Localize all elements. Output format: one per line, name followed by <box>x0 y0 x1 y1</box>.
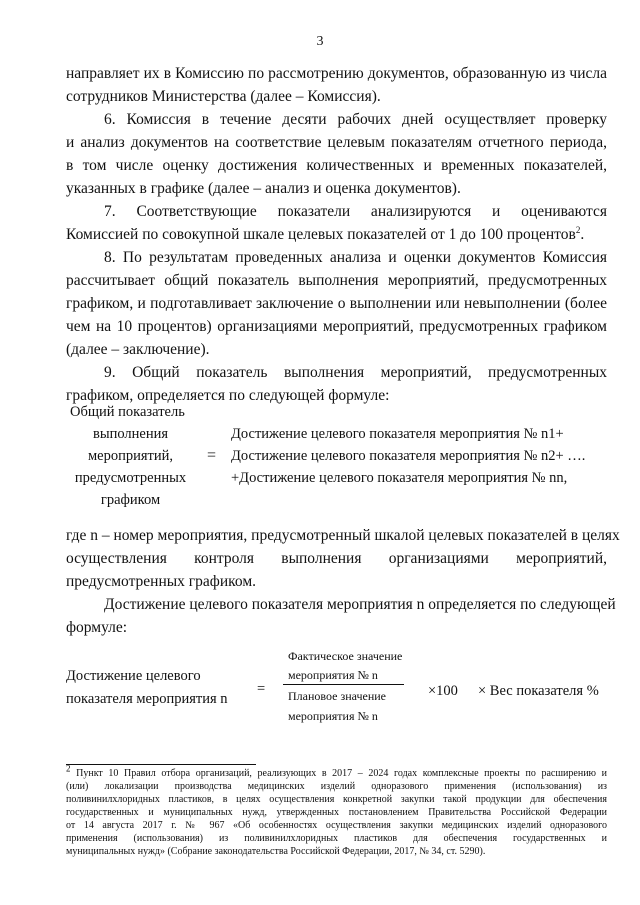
formula1-equals: = <box>207 447 217 464</box>
footnote-line: (или) локализации производства медицинских изделий одноразового применения (использования) из <box>66 781 607 792</box>
item-8-line: рассчитывает общий показатель выполнения мероприятий, предусмотренных <box>66 272 607 289</box>
paragraph-line: осуществления контроля выполнения организациями мероприятий, <box>66 550 607 567</box>
formula1-rhs: Достижение целевого показателя мероприятия № n1+ <box>231 426 564 442</box>
formula1-rhs: +Достижение целевого показателя мероприятия № nn, <box>231 470 568 486</box>
paragraph-line: направляет их в Комиссию по рассмотрению документов, образованную из числа <box>66 65 607 82</box>
formula2-lhs: показателя мероприятия n <box>66 691 228 707</box>
paragraph-line: формуле: <box>66 619 128 636</box>
formula2-equals: = <box>257 681 266 697</box>
footnote-line: государственных и муниципальных нужд, утвержденных постановлением Правительства Российской Федерации <box>66 807 607 818</box>
formula1-lhs: мероприятий, <box>87 448 174 464</box>
formula2-lhs: Достижение целевого <box>66 668 201 684</box>
item-8-line: графиком, и подготавливает заключение о выполнении или невыполнении (более <box>66 295 607 312</box>
paragraph-line: где n – номер мероприятия, предусмотренный шкалой целевых показателей в целях <box>66 527 620 544</box>
footnote-line: от 14 августа 2017 г. № 967 «Об особенностях осуществления закупки медицинских изделий одноразового <box>66 820 607 831</box>
item-6-line: в том числе оценку достижения количественных и временных показателей, <box>66 157 607 174</box>
formula1-lhs: графиком <box>100 492 161 508</box>
formula2-numerator: мероприятия № n <box>288 668 378 682</box>
formula1-lhs: предусмотренных <box>74 470 187 486</box>
item-7-line: Комиссией по совокупной шкале целевых показателей от 1 до 100 процентов$^2$. <box>66 224 585 243</box>
item-6-line: 6. Комиссия в течение десяти рабочих дней осуществляет проверку <box>104 111 607 128</box>
formula2-denominator: мероприятия № n <box>288 709 378 723</box>
paragraph-line: сотрудников Министерства (далее – Комиссия). <box>66 88 381 105</box>
formula2-denominator: Плановое значение <box>288 689 386 703</box>
footnote-line: $^2$ Пункт 10 Правил отбора организаций, реализующих в 2017 – 2024 годах комплексные проекты по расширению и <box>66 763 607 779</box>
page-number: 3 <box>316 34 324 49</box>
formula2-multiplier: ×100 <box>428 683 458 699</box>
item-8-line: чем на 10 процентов) организациями мероприятий, предусмотренных графиком <box>66 318 607 335</box>
footnote-ref[interactable]: 2 <box>575 224 581 235</box>
formula2-weight: × Вес показателя % <box>478 683 599 699</box>
item-8-line: 8. По результатам проведенных анализа и оценки документов Комиссия <box>104 249 607 266</box>
item-9-line: 9. Общий показатель выполнения мероприятий, предусмотренных <box>104 364 607 381</box>
footnote-separator <box>66 764 256 765</box>
item-8-line: (далее – заключение). <box>66 341 210 358</box>
footnote-line: применения (использования) из поливинилхлоридных пластиков для обеспечения государственных и <box>66 833 607 844</box>
item-6-line: указанных в графике (далее – анализ и оценка документов). <box>66 180 461 197</box>
formula1-lhs: Общий показатель <box>70 404 185 420</box>
formula2-numerator: Фактическое значение <box>288 649 403 663</box>
footnote-line: поливинилхлоридных пластиков, в целях осуществления конкретной закупки такой продукции для обеспечения <box>66 794 607 805</box>
footnote-line: муниципальных нужд» (Собрание законодательства Российской Федерации, 2017, № 34, ст. 5290). <box>66 846 486 857</box>
formula1-lhs: выполнения <box>92 426 169 442</box>
footnote-marker: 2 <box>66 763 71 774</box>
item-7-line: 7. Соответствующие показатели анализируются и оцениваются <box>104 203 607 220</box>
formula1-rhs: Достижение целевого показателя мероприятия № n2+ …. <box>231 448 586 464</box>
item-9-line: графиком, определяется по следующей формуле: <box>66 387 390 404</box>
paragraph-line: Достижение целевого показателя мероприятия n определяется по следующей <box>104 596 616 613</box>
fraction-bar <box>283 684 404 685</box>
paragraph-line: предусмотренных графиком. <box>66 573 257 590</box>
item-6-line: и анализ документов на соответствие целевым показателям отчетного периода, <box>66 134 607 151</box>
